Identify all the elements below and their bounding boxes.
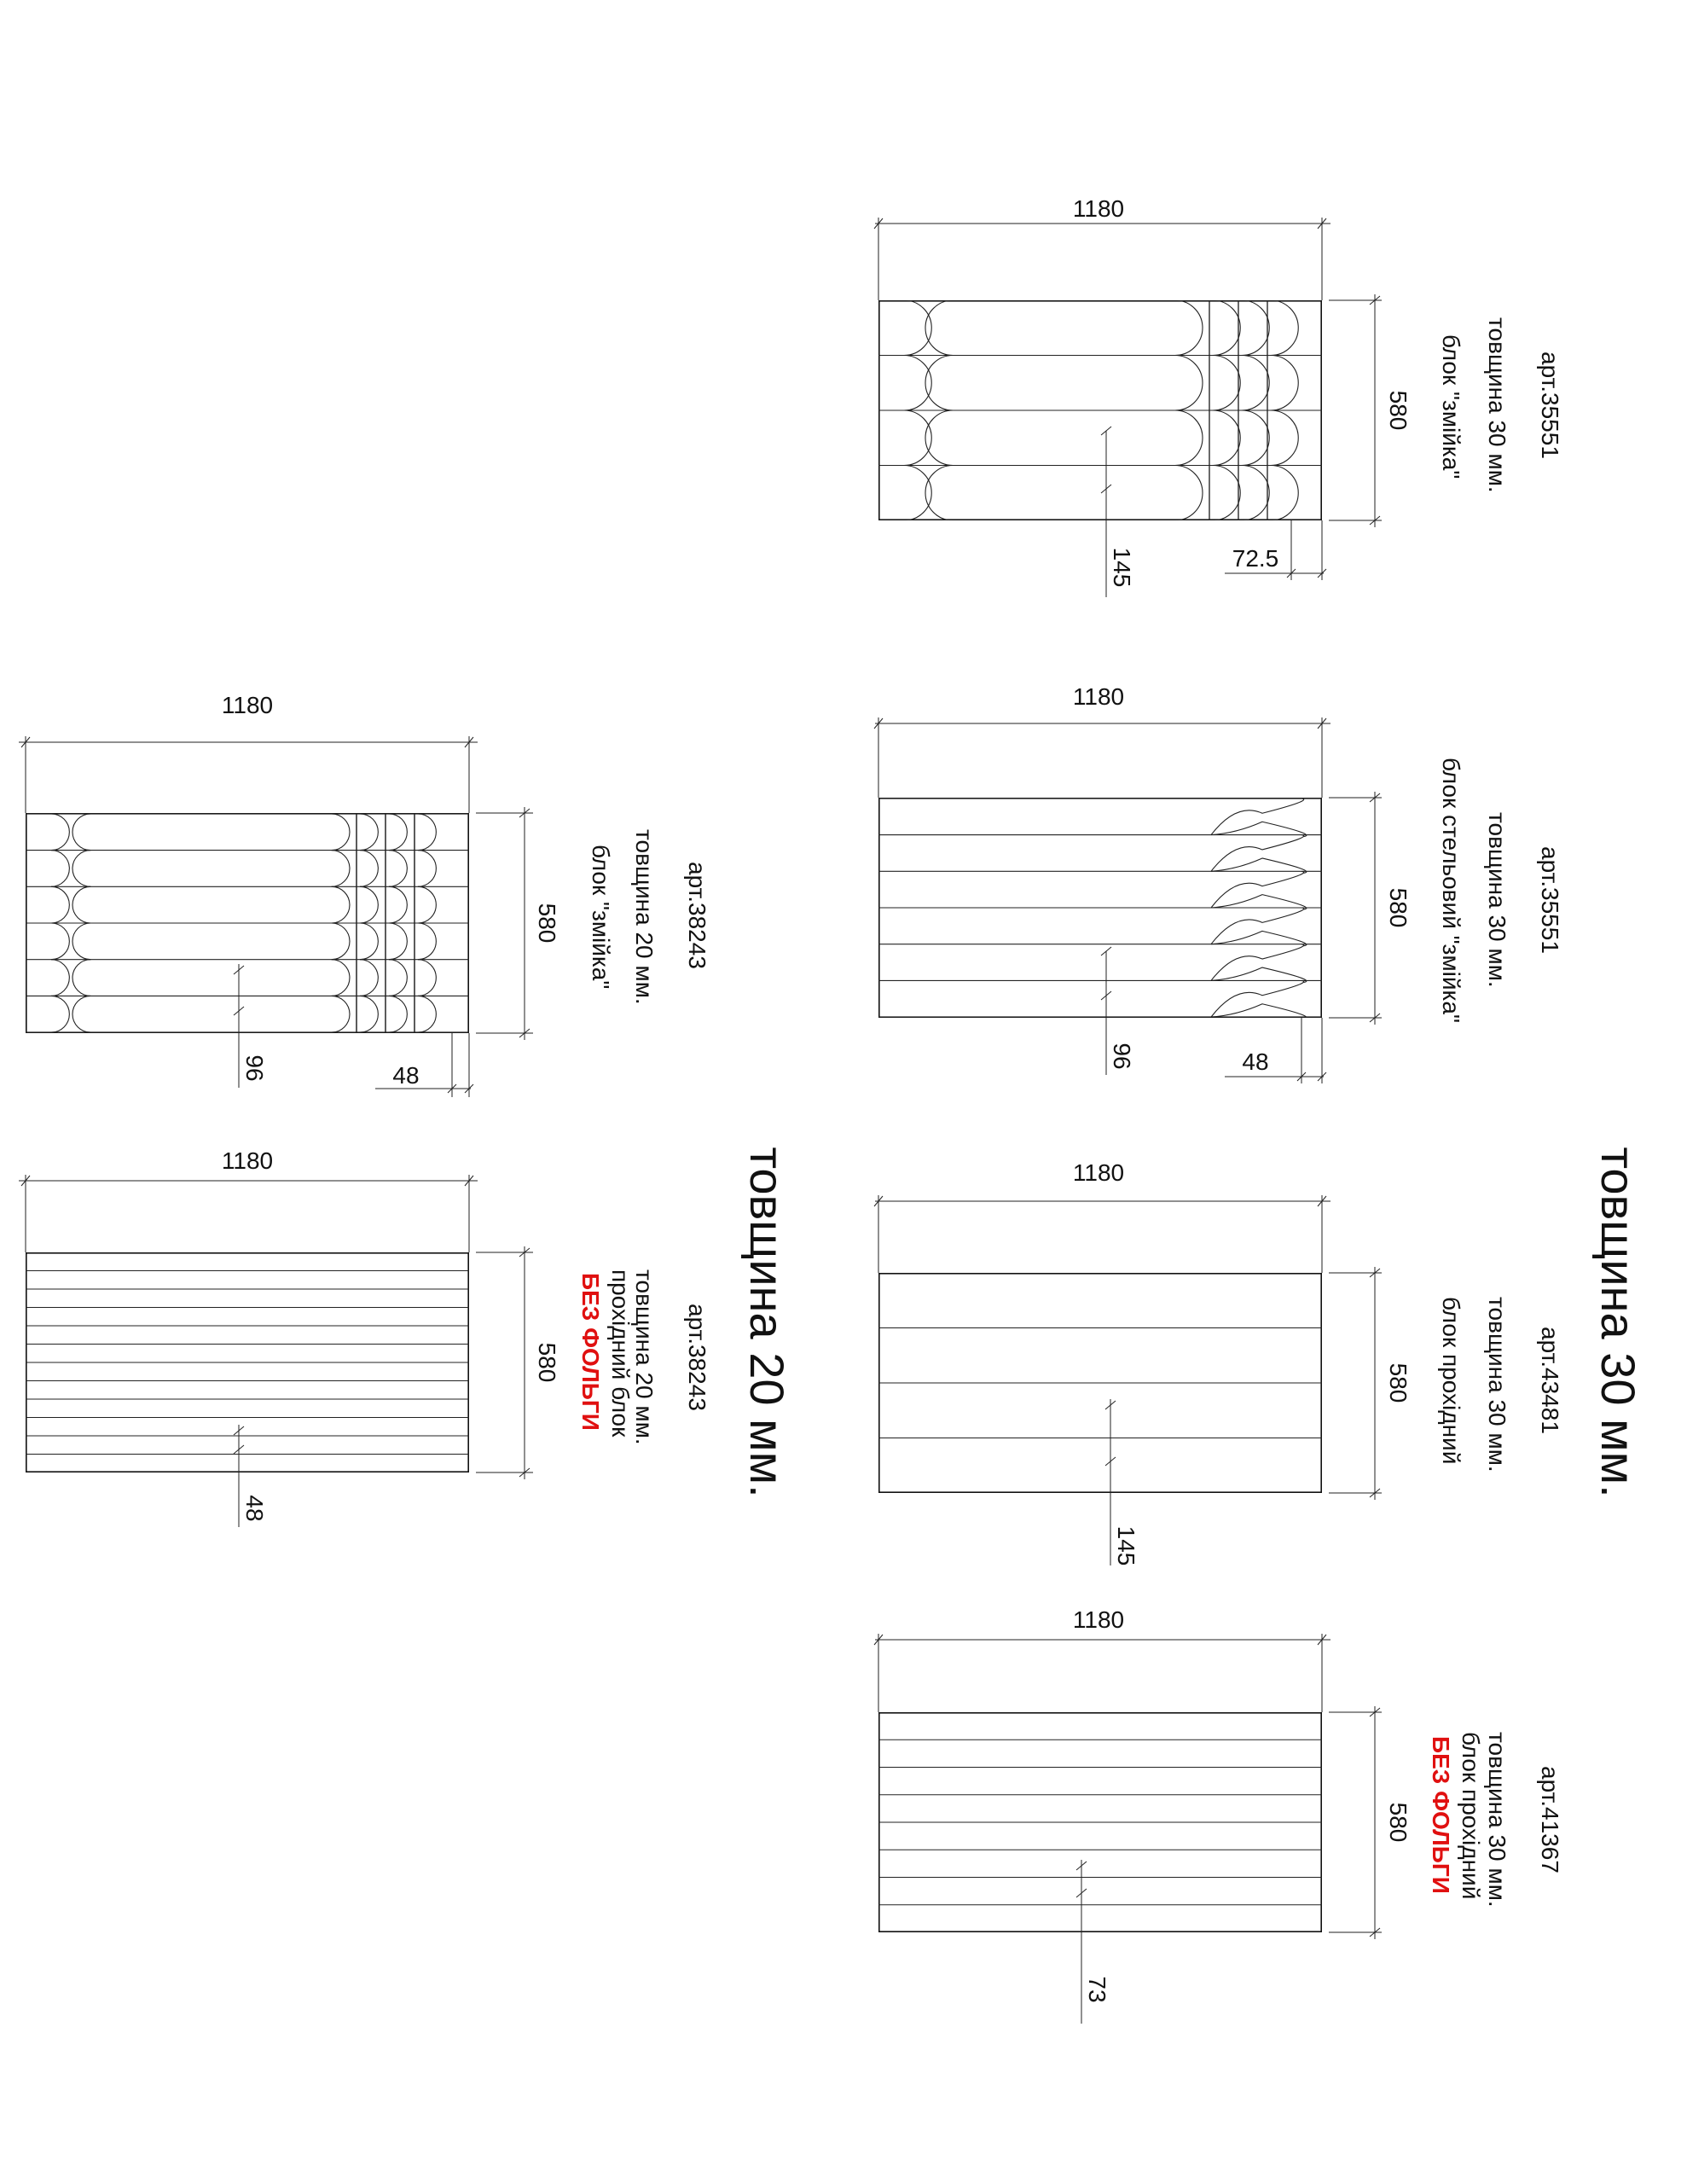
loop-arc — [1242, 300, 1269, 356]
panel-20-snake-dim-width — [19, 692, 478, 813]
panel-30-straight-nofoil-dim-height — [1329, 1706, 1412, 1939]
panel-30-straight-nofoil-warning: БЕЗ ФОЛЬГИ — [1428, 1736, 1454, 1894]
loop-arc — [360, 851, 378, 887]
loop-arc — [904, 300, 931, 356]
loop-arc — [72, 814, 90, 851]
loop-arc — [360, 996, 378, 1032]
loop-arc — [51, 996, 69, 1032]
panel-30-straight-nofoil-pitch-label: 73 — [1084, 1976, 1110, 2003]
panel-20-snake-thickness: товщина 20 мм. — [631, 829, 658, 1005]
panel-30-snake-plan — [878, 300, 1322, 520]
panel-20-straight-nofoil-dim-pitch — [234, 1425, 268, 1527]
panel-30-straight-art: арт.43481 — [1537, 1327, 1563, 1434]
loop-arc — [360, 923, 378, 960]
panel-30-snake — [874, 195, 1563, 597]
panel-20-snake-label — [588, 829, 710, 1005]
panel-30-straight-nofoil — [874, 1606, 1563, 2024]
loop-arc — [418, 960, 436, 996]
panel-30-straight-nofoil-dim-width — [874, 1606, 1330, 1712]
panel-20-snake — [19, 692, 710, 1097]
loop-arc — [925, 466, 953, 521]
panel-30-snake-pitch-label: 145 — [1109, 547, 1135, 588]
loop-arc — [389, 960, 407, 996]
loop-arc — [1271, 466, 1298, 521]
panel-30-ceiling-plan — [878, 799, 1322, 1019]
panel-30-ceiling-type: блок стельовий "змійка" — [1438, 758, 1464, 1023]
panel-30-straight-nofoil-plan — [878, 1713, 1322, 1931]
panel-30-straight-plan — [878, 1274, 1322, 1492]
loop-arc — [1175, 300, 1203, 356]
panel-30-straight-height-label: 580 — [1385, 1362, 1412, 1403]
panel-30-ceiling-offset-label: 48 — [1242, 1048, 1269, 1075]
loop-arc — [360, 886, 378, 923]
loop-arc — [1175, 356, 1203, 411]
panel-30-snake-thickness: товщина 30 мм. — [1484, 317, 1510, 493]
loop-arc — [418, 996, 436, 1032]
panel-30-ceiling-thickness: товщина 30 мм. — [1484, 812, 1510, 988]
panel-20-snake-plan — [26, 814, 469, 1032]
panel-20-straight-nofoil-type: прохідний блок — [607, 1269, 634, 1438]
panel-30-ceiling — [874, 683, 1563, 1083]
panel-30-straight-dim-height — [1329, 1267, 1412, 1500]
loop-arc — [332, 851, 350, 887]
panel-30-straight-label — [1438, 1297, 1563, 1472]
loop-arc — [51, 851, 69, 887]
loop-arc — [1175, 466, 1203, 521]
panel-30-snake-width-label: 1180 — [1072, 195, 1125, 222]
loop-arc — [1213, 466, 1240, 521]
panel-30-ceiling-dim-height — [1329, 792, 1412, 1025]
loop-arc — [1271, 356, 1298, 411]
loop-arc — [389, 996, 407, 1032]
panel-30-straight-type: блок прохідний — [1438, 1297, 1464, 1465]
loop-arc — [332, 814, 350, 851]
teardrop-loop — [1211, 871, 1304, 908]
panel-20-straight-nofoil-width-label: 1180 — [221, 1147, 274, 1174]
panel-30-straight-nofoil-height-label: 580 — [1385, 1802, 1412, 1843]
loop-arc — [72, 960, 90, 996]
loop-arc — [389, 923, 407, 960]
teardrop-loop — [1211, 799, 1304, 835]
teardrop-loop — [1211, 895, 1307, 909]
teardrop-loop — [1211, 908, 1304, 944]
panel-30-ceiling-dim-offset — [1225, 1018, 1326, 1083]
loop-arc — [1213, 410, 1240, 466]
panel-20-snake-height-label: 580 — [534, 903, 560, 944]
loop-arc — [1213, 356, 1240, 411]
panel-20-snake-dim-pitch — [234, 964, 268, 1088]
panel-30-straight-nofoil-label — [1428, 1732, 1563, 1908]
loop-arc — [418, 851, 436, 887]
panel-20-snake-art: арт.38243 — [684, 862, 710, 969]
panel-30-snake-offset-label: 72.5 — [1232, 545, 1279, 572]
teardrop-loop — [1211, 931, 1307, 945]
loop-arc — [1271, 300, 1298, 356]
loop-arc — [51, 923, 69, 960]
panel-30-straight-nofoil-art: арт.41367 — [1537, 1766, 1563, 1873]
teardrop-loop — [1211, 980, 1304, 1017]
loop-arc — [360, 814, 378, 851]
panel-20-snake-pitch-label: 96 — [241, 1054, 268, 1082]
panel-30-ceiling-art: арт.35551 — [1537, 846, 1563, 954]
panel-20-straight-nofoil-height-label: 580 — [534, 1342, 560, 1383]
loop-arc — [51, 960, 69, 996]
panel-30-snake-dim-offset — [1225, 520, 1326, 580]
panel-30-ceiling-height-label: 580 — [1385, 887, 1412, 928]
loop-arc — [1242, 356, 1269, 411]
panel-30-ceiling-width-label: 1180 — [1072, 683, 1125, 710]
loop-arc — [72, 886, 90, 923]
loop-arc — [925, 300, 953, 356]
panel-30-straight-nofoil-width-label: 1180 — [1072, 1606, 1125, 1633]
loop-arc — [72, 996, 90, 1032]
loop-arc — [418, 886, 436, 923]
loop-arc — [1213, 300, 1240, 356]
loop-arc — [332, 996, 350, 1032]
panel-30-snake-type: блок "змійка" — [1438, 334, 1464, 479]
loop-arc — [332, 886, 350, 923]
loop-arc — [904, 466, 931, 521]
loop-arc — [925, 410, 953, 466]
loop-arc — [904, 356, 931, 411]
loop-arc — [72, 851, 90, 887]
panel-30-ceiling-dim-width — [874, 683, 1330, 798]
loop-arc — [904, 410, 931, 466]
panel-30-straight-thickness: товщина 30 мм. — [1484, 1297, 1510, 1472]
panel-30-snake-dim-height — [1329, 294, 1412, 527]
panel-20-straight-nofoil-thickness: товщина 20 мм. — [631, 1269, 658, 1445]
panel-20-straight-nofoil-dim-width — [19, 1147, 478, 1252]
loop-arc — [925, 356, 953, 411]
panel-30-straight-nofoil-dim-pitch — [1076, 1860, 1110, 2024]
loop-arc — [389, 851, 407, 887]
loop-arc — [418, 923, 436, 960]
loop-arc — [1175, 410, 1203, 466]
loop-arc — [72, 923, 90, 960]
loop-arc — [389, 886, 407, 923]
panel-30-ceiling-label — [1438, 758, 1563, 1023]
loop-arc — [1242, 410, 1269, 466]
loop-arc — [360, 960, 378, 996]
panel-30-ceiling-pitch-label: 96 — [1109, 1043, 1135, 1070]
panel-30-straight — [874, 1159, 1563, 1565]
panel-30-snake-dim-width — [874, 195, 1330, 300]
loop-arc — [418, 814, 436, 851]
panel-30-straight-nofoil-thickness: товщина 30 мм. — [1484, 1732, 1510, 1908]
teardrop-loop — [1211, 822, 1307, 836]
teardrop-loop — [1211, 944, 1304, 981]
panel-30-ceiling-dim-pitch — [1101, 947, 1135, 1075]
panel-30-straight-nofoil-type: блок прохідний — [1458, 1732, 1484, 1900]
panel-20-straight-nofoil-warning: БЕЗ ФОЛЬГИ — [577, 1273, 604, 1431]
loop-arc — [332, 923, 350, 960]
panel-30-straight-pitch-label: 145 — [1113, 1525, 1139, 1566]
teardrop-loop — [1211, 858, 1307, 873]
loop-arc — [332, 960, 350, 996]
panel-30-straight-dim-width — [874, 1159, 1330, 1273]
panel-30-snake-height-label: 580 — [1385, 390, 1412, 431]
panel-20-snake-type: блок "змійка" — [588, 845, 614, 990]
panel-30-straight-width-label: 1180 — [1072, 1159, 1125, 1186]
panel-20-snake-dim-height — [476, 807, 560, 1040]
panel-20-straight-nofoil-plan — [26, 1253, 469, 1472]
panel-20-snake-width-label: 1180 — [221, 692, 274, 718]
loop-arc — [51, 886, 69, 923]
section-title-30: товщина 30 мм. — [1591, 1147, 1645, 1498]
panel-20-straight-nofoil — [19, 1147, 710, 1527]
panel-20-straight-nofoil-art: арт.38243 — [684, 1304, 710, 1411]
panel-30-snake-art: арт.35551 — [1537, 351, 1563, 459]
panel-30-snake-dim-pitch — [1101, 427, 1135, 597]
teardrop-loop — [1211, 967, 1307, 982]
loop-arc — [1271, 410, 1298, 466]
loop-arc — [1242, 466, 1269, 521]
panel-20-straight-nofoil-pitch-label: 48 — [241, 1495, 268, 1522]
panel-20-straight-nofoil-dim-height — [476, 1246, 560, 1479]
loop-arc — [51, 814, 69, 851]
panel-20-straight-nofoil-label — [577, 1269, 710, 1445]
loop-arc — [389, 814, 407, 851]
panel-20-snake-offset-label: 48 — [392, 1062, 420, 1089]
teardrop-loop — [1211, 835, 1304, 872]
section-title-20: товщина 20 мм. — [740, 1147, 794, 1498]
panel-30-snake-label — [1438, 317, 1563, 493]
panel-20-snake-dim-offset — [375, 1033, 473, 1097]
panel-30-straight-dim-pitch — [1105, 1399, 1139, 1565]
